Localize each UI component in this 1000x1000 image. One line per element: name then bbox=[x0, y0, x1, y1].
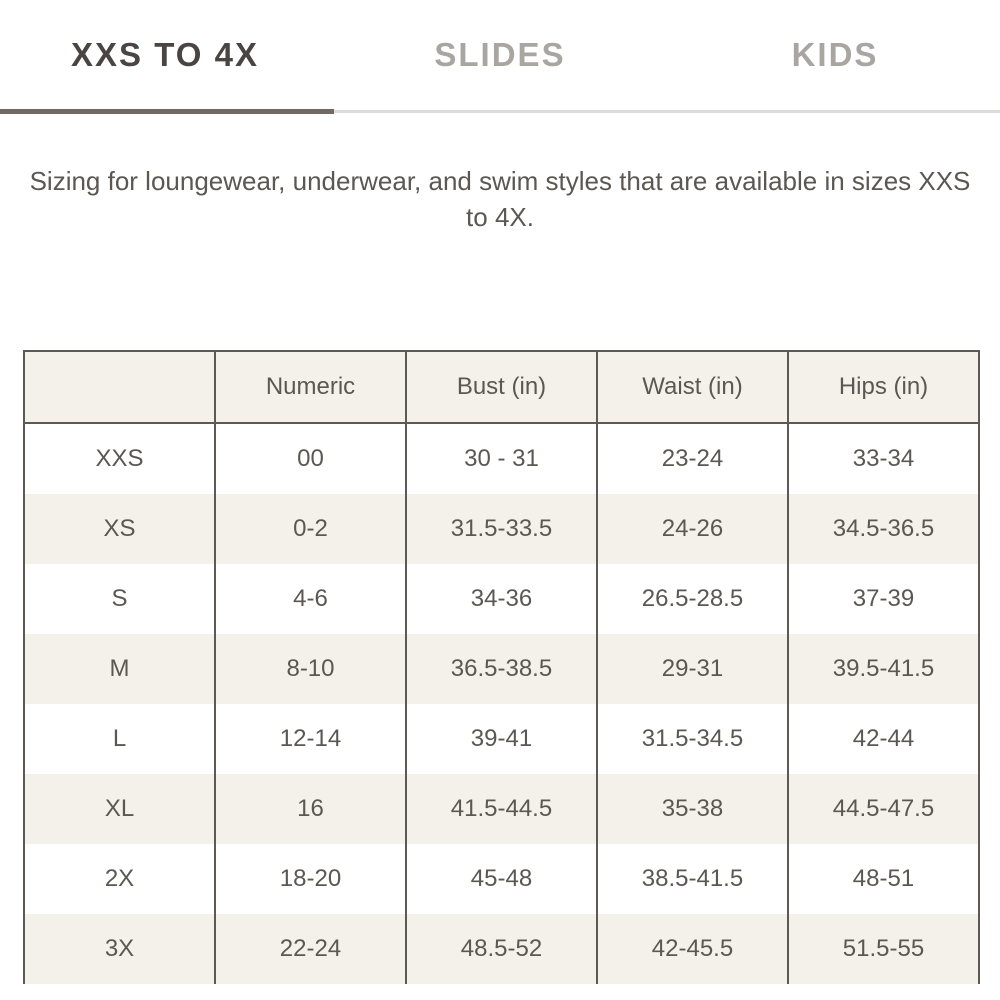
cell-numeric: 22-24 bbox=[215, 914, 406, 984]
cell-numeric: 4-6 bbox=[215, 564, 406, 634]
cell-size: XXS bbox=[24, 423, 215, 494]
cell-size: XS bbox=[24, 494, 215, 564]
cell-waist: 23-24 bbox=[597, 423, 788, 494]
cell-waist: 38.5-41.5 bbox=[597, 844, 788, 914]
cell-hips: 39.5-41.5 bbox=[788, 634, 979, 704]
cell-numeric: 8-10 bbox=[215, 634, 406, 704]
cell-hips: 34.5-36.5 bbox=[788, 494, 979, 564]
table-body bbox=[24, 423, 979, 984]
cell-size: S bbox=[24, 564, 215, 634]
header-numeric: Numeric bbox=[215, 351, 406, 423]
table-row bbox=[24, 564, 979, 634]
cell-waist: 26.5-28.5 bbox=[597, 564, 788, 634]
cell-hips: 33-34 bbox=[788, 423, 979, 494]
cell-hips: 48-51 bbox=[788, 844, 979, 914]
cell-waist: 31.5-34.5 bbox=[597, 704, 788, 774]
cell-size: L bbox=[24, 704, 215, 774]
cell-waist: 29-31 bbox=[597, 634, 788, 704]
size-chart-table bbox=[23, 350, 980, 984]
cell-hips: 44.5-47.5 bbox=[788, 774, 979, 844]
header-bust: Bust (in) bbox=[406, 351, 597, 423]
header-hips: Hips (in) bbox=[788, 351, 979, 423]
cell-numeric: 00 bbox=[215, 423, 406, 494]
cell-bust: 36.5-38.5 bbox=[406, 634, 597, 704]
cell-numeric: 18-20 bbox=[215, 844, 406, 914]
table-row bbox=[24, 914, 979, 984]
cell-numeric: 0-2 bbox=[215, 494, 406, 564]
tab-kids[interactable]: KIDS bbox=[791, 36, 879, 73]
table-row bbox=[24, 704, 979, 774]
table-row bbox=[24, 844, 979, 914]
cell-size: 3X bbox=[24, 914, 215, 984]
cell-size: 2X bbox=[24, 844, 215, 914]
cell-bust: 41.5-44.5 bbox=[406, 774, 597, 844]
cell-bust: 45-48 bbox=[406, 844, 597, 914]
table-row bbox=[24, 423, 979, 494]
cell-bust: 34-36 bbox=[406, 564, 597, 634]
active-tab-indicator bbox=[0, 109, 334, 114]
cell-waist: 35-38 bbox=[597, 774, 788, 844]
cell-bust: 39-41 bbox=[406, 704, 597, 774]
tab-xxs-to-4x[interactable]: XXS TO 4X bbox=[71, 36, 259, 73]
cell-numeric: 12-14 bbox=[215, 704, 406, 774]
cell-hips: 51.5-55 bbox=[788, 914, 979, 984]
cell-bust: 48.5-52 bbox=[406, 914, 597, 984]
cell-hips: 37-39 bbox=[788, 564, 979, 634]
cell-numeric: 16 bbox=[215, 774, 406, 844]
size-guide-tabs bbox=[0, 0, 1000, 115]
size-guide-description: Sizing for loungewear, underwear, and swim styles that are available in sizes XXS to 4X. bbox=[29, 166, 971, 232]
table-row bbox=[24, 494, 979, 564]
header-waist: Waist (in) bbox=[597, 351, 788, 423]
tab-slides[interactable]: SLIDES bbox=[434, 36, 566, 73]
cell-waist: 24-26 bbox=[597, 494, 788, 564]
cell-bust: 30 - 31 bbox=[406, 423, 597, 494]
cell-waist: 42-45.5 bbox=[597, 914, 788, 984]
table-row bbox=[24, 774, 979, 844]
cell-size: M bbox=[24, 634, 215, 704]
header-size bbox=[24, 351, 215, 423]
cell-size: XL bbox=[24, 774, 215, 844]
cell-bust: 31.5-33.5 bbox=[406, 494, 597, 564]
cell-hips: 42-44 bbox=[788, 704, 979, 774]
table-header-row bbox=[24, 351, 979, 423]
table-row bbox=[24, 634, 979, 704]
